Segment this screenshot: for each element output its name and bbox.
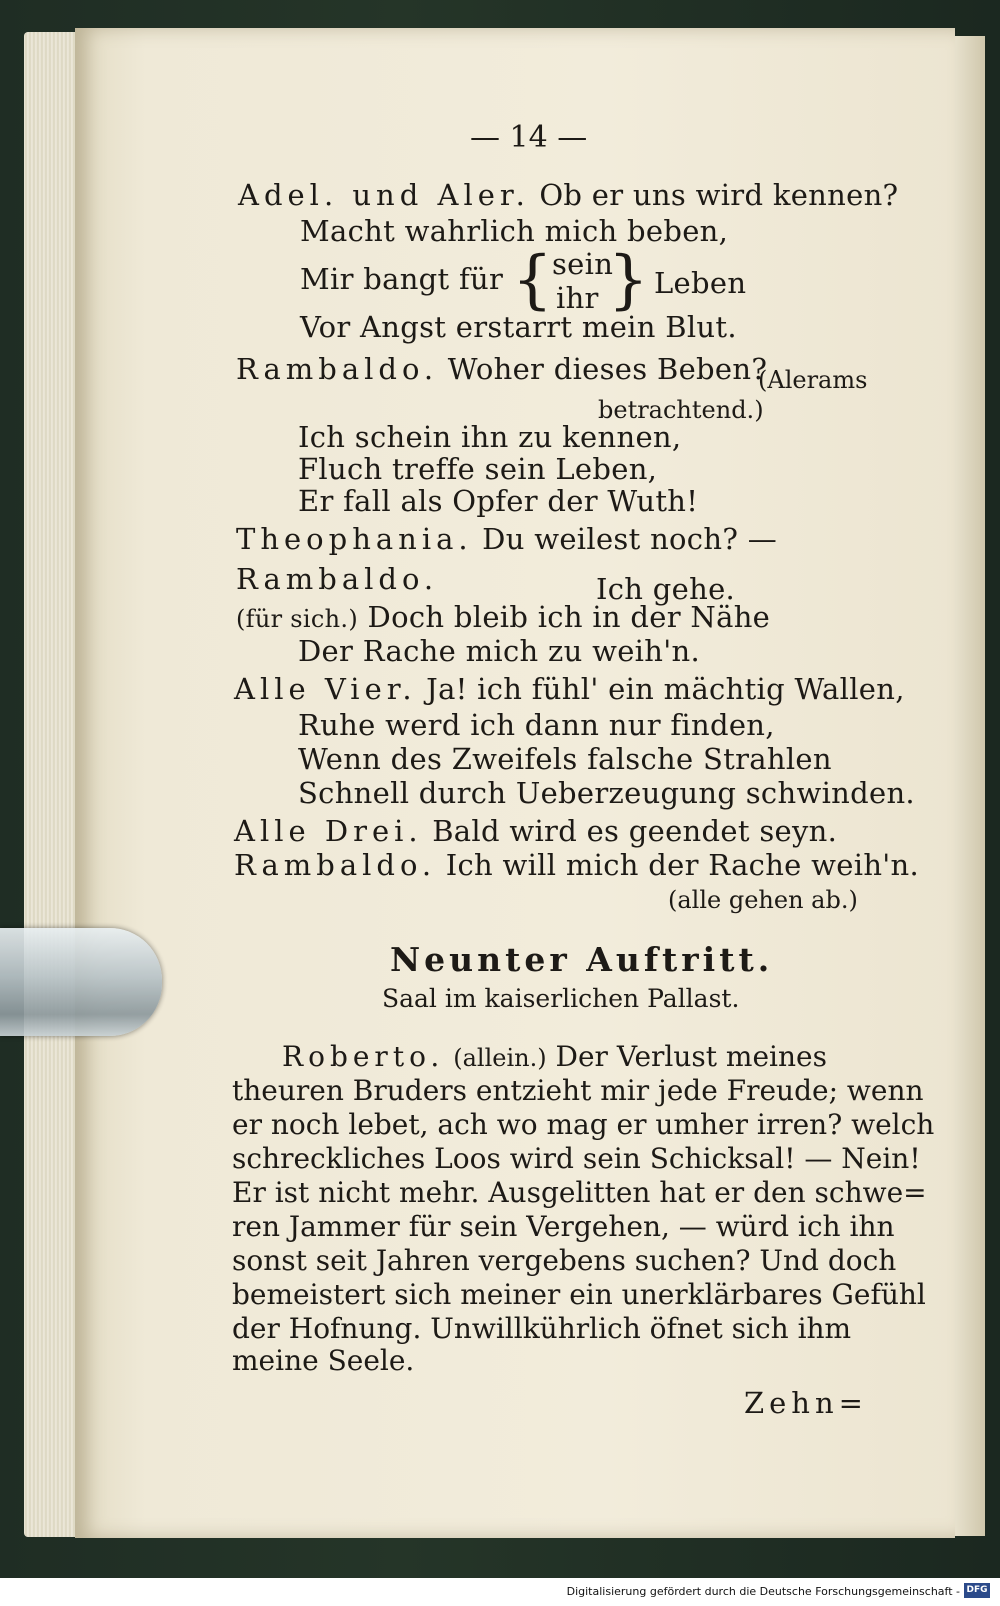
speaker-name: Alle Vier. [234,672,417,706]
verse-option-ihr: ihr [556,281,599,315]
verse-text: Doch bleib ich in der Nähe [367,600,771,634]
prose-line-4: schreckliches Loos wird sein Schicksal! — Nein! [232,1142,921,1175]
verse-line-19 [234,848,919,882]
verse-line-14 [234,672,905,706]
verse-line-18 [234,814,837,848]
speaker-name: Adel. und Aler. [238,178,530,212]
page-number: — 14 — [470,120,588,155]
speaker-name: Theophania. [236,522,473,556]
dfg-logo: DFG [964,1583,990,1598]
verse-text: Du weilest noch? — [482,522,777,556]
prose-line-9: der Hofnung. Unwillkührlich öfnet sich ihm [232,1312,852,1345]
speaker-name: Rambaldo. [236,562,439,596]
verse-line-16: Wenn des Zweifels falsche Strahlen [298,742,832,776]
verse-line-11-speaker [236,562,438,596]
verse-line-15: Ruhe werd ich dann nur finden, [298,708,775,742]
speaker-name: Alle Drei. [234,814,423,848]
verse-text: Bald wird es geendet seyn. [432,814,838,848]
scene-heading: Neunter Auftritt. [390,940,774,979]
stage-direction: (für sich.) [236,605,358,633]
prose-line-6: ren Jammer für sein Vergehen, — würd ich ihn [232,1210,895,1243]
speaker-name: Roberto. [282,1040,445,1073]
verse-line-7: Ich schein ihn zu kennen, [298,420,682,454]
prose-line-3: er noch lebet, ach wo mag er umher irren? welch [232,1108,935,1141]
left-brace: { [512,243,553,317]
verse-line-5 [236,352,767,386]
stage-direction: (allein.) [453,1044,547,1072]
prose-text: Der Verlust meines [555,1040,827,1073]
prose-line-7: sonst seit Jahren vergebens suchen? Und doch [232,1244,897,1277]
prose-line-2: theuren Bruders entzieht mir jede Freude; wenn [232,1074,924,1107]
digitization-credit: Digitalisierung gefördert durch die Deutsche Forschungsgemeinschaft - [566,1585,960,1598]
stage-direction: (alle gehen ab.) [668,886,858,914]
verse-line-3-post: Leben [654,266,747,300]
verse-text: Ob er uns wird kennen? [539,178,899,212]
verse-text: Woher dieses Beben? [447,352,768,386]
verse-line-13: Der Rache mich zu weih'n. [298,634,700,668]
scene-setting: Saal im kaiserlichen Pallast. [382,984,740,1013]
glass-page-clip [0,928,162,1036]
verse-line-11-text: Ich gehe. [596,572,736,606]
speaker-name: Rambaldo. [234,848,437,882]
stage-direction: (Alerams [758,366,868,394]
right-brace: } [608,243,649,317]
stage-direction: betrachtend.) [598,396,764,424]
verse-line-4: Vor Angst erstarrt mein Blut. [300,310,737,344]
prose-line-1 [282,1040,827,1073]
verse-option-sein: sein [552,247,614,281]
verse-line-10 [236,522,777,556]
verse-line-2: Macht wahrlich mich beben, [300,214,729,248]
verse-line-1 [238,178,898,212]
verse-line-12 [236,600,770,634]
prose-line-10: meine Seele. [232,1344,415,1377]
verse-text: Ich will mich der Rache weih'n. [445,848,920,882]
verse-text: Ja! ich fühl' ein mächtig Wallen, [426,672,905,706]
catchword: Zehn= [744,1386,868,1420]
verse-line-8: Fluch treffe sein Leben, [298,452,658,486]
prose-line-8: bemeistert sich meiner ein unerklärbares Gefühl [232,1278,926,1311]
verse-line-9: Er fall als Opfer der Wuth! [298,484,699,518]
speaker-name: Rambaldo. [236,352,439,386]
verse-line-3-pre: Mir bangt für [300,262,504,296]
verse-line-17: Schnell durch Ueberzeugung schwinden. [298,776,915,810]
prose-line-5: Er ist nicht mehr. Ausgelitten hat er den schwe= [232,1176,927,1209]
